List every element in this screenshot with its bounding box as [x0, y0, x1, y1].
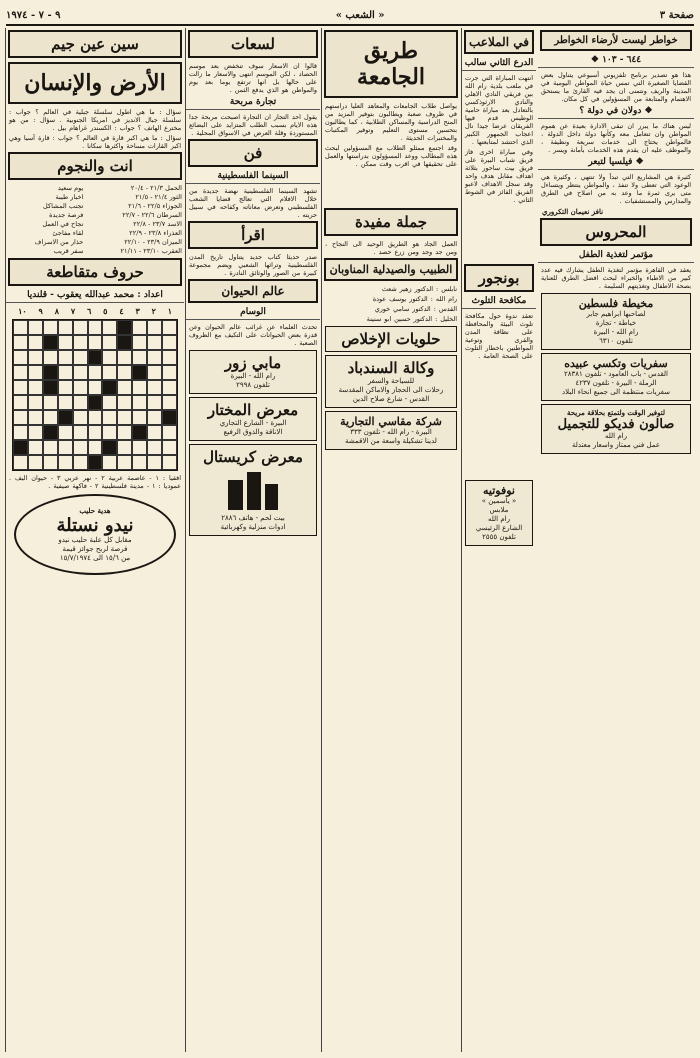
article-intro: هذا هو تصدير برنامج تلفزيوني أسبوعي يتناول بعض القضايا الصغيرة التي تمس حياة المواطن اليومية في المدينة والريف ونتمنى ان يجد فيه القارئ ما يستحق الاهتمام والمتابعة من المسؤولين في كل مكان.: [541, 71, 691, 103]
crossword-cell[interactable]: [73, 410, 88, 425]
crossword-cell[interactable]: [13, 440, 28, 455]
crossword-cell[interactable]: [88, 350, 103, 365]
crossword-cell[interactable]: [117, 425, 132, 440]
section-heading: ❖ دولان في دولة ؟: [538, 106, 694, 119]
crossword-cell[interactable]: [147, 320, 162, 335]
crossword-cell[interactable]: [28, 365, 43, 380]
crossword-cell[interactable]: [88, 455, 103, 470]
column-title-2: الأرض والإنسان: [8, 62, 182, 104]
crossword-cell[interactable]: [73, 380, 88, 395]
crossword-cell[interactable]: [73, 365, 88, 380]
crossword-cell[interactable]: [88, 395, 103, 410]
crossword-number: ٤: [119, 306, 124, 316]
crossword-cell[interactable]: [28, 425, 43, 440]
crossword-cell[interactable]: [88, 425, 103, 440]
column-title: طريق الجامعة: [324, 30, 458, 98]
crossword-cell[interactable]: [73, 395, 88, 410]
ad-title: هدية حليب: [79, 506, 111, 515]
crossword-cell[interactable]: [43, 350, 58, 365]
ad-subheading: مكافحة التلوث: [462, 296, 536, 309]
section-heading: حروف متقاطعة: [8, 258, 182, 286]
crossword-cell[interactable]: [13, 320, 28, 335]
ad-text: يعقد في القاهرة مؤتمر لتغذية الطفل يشارك فيه عدد كبير من الاطباء والخبراء لبحث افضل الطرق للعناية بصحة الاطفال وتغذيتهم السليمة .: [541, 266, 691, 290]
horoscope-row: [6, 184, 184, 193]
ad-line: لصاحبها ابراهيم جابر: [586, 310, 646, 318]
crossword-cell[interactable]: [28, 335, 43, 350]
crossword-cell[interactable]: [102, 425, 117, 440]
crossword-cell[interactable]: [88, 320, 103, 335]
crossword-cell[interactable]: [88, 410, 103, 425]
crossword-cell[interactable]: [102, 350, 117, 365]
ad-line: تلفون ٢٥٥٥: [482, 533, 516, 541]
crossword-cell[interactable]: [102, 365, 117, 380]
ad-line: ملابس: [489, 506, 509, 514]
ad-line: سفريات منتظمة الى جميع انحاء البلاد: [561, 388, 671, 396]
crossword-cell[interactable]: [162, 455, 177, 470]
ad-box: [325, 411, 457, 450]
crossword-cell[interactable]: [132, 410, 147, 425]
horoscope-row: [6, 211, 184, 220]
crossword-cell[interactable]: [117, 395, 132, 410]
section-heading: عالم الحيوان: [188, 279, 318, 303]
horoscope-sign: الميزان ٢٣/٩ - ٢٢/١٠: [124, 238, 182, 246]
ad-text: تعقد ندوة حول مكافحة تلوث البيئة والمحافظة على نظافة المدن والقرى وتوعية المواطنين باخطار التلوث على الصحة العامة .: [465, 312, 533, 360]
crossword-cell[interactable]: [162, 335, 177, 350]
crossword-number: ٥: [103, 306, 108, 316]
crossword-cell[interactable]: [117, 350, 132, 365]
column-title: خواطر ليست لأرضاء الخواطر: [540, 30, 692, 51]
crossword-cell[interactable]: [132, 455, 147, 470]
section-text: تحدث العلماء عن غرائب عالم الحيوان وعن قدرة بعض الحيوانات على التكيف مع الظروف الصعبة .: [189, 323, 317, 347]
crossword-cell[interactable]: [73, 455, 88, 470]
crossword-cell[interactable]: [88, 380, 103, 395]
horoscope-row: [6, 202, 184, 211]
crossword-cell[interactable]: [132, 440, 147, 455]
horoscope-reading: يوم سعيد: [57, 184, 84, 192]
ad-line: تلفون ٦٣١٠: [599, 337, 633, 345]
crossword-cell[interactable]: [102, 380, 117, 395]
crossword-cell[interactable]: [73, 440, 88, 455]
crossword-cell[interactable]: [28, 455, 43, 470]
column-1: [538, 28, 694, 1052]
article-text: وفي مباراة اخرى فاز فريق شباب البيرة على فريق بيت ساحور بثلاثة اهداف مقابل هدف واحد وقد سجل الاهداف لاعبو الفريق الفائز في الشوط الثاني .: [465, 148, 533, 204]
doctor-line: القدس : الدكتور سامي خوري: [374, 305, 457, 313]
horoscope-row: [6, 193, 184, 202]
doctor-line: رام الله : الدكتور يوسف عودة: [372, 295, 457, 303]
crossword-cell[interactable]: [147, 380, 162, 395]
crossword-number: ١٠: [18, 306, 27, 316]
horoscope-row: [6, 247, 184, 256]
crossword-cell[interactable]: [117, 455, 132, 470]
crossword-cell[interactable]: [132, 395, 147, 410]
ad-heading: بونجور: [464, 264, 534, 292]
crossword-cell[interactable]: [147, 410, 162, 425]
crossword-cell[interactable]: [13, 410, 28, 425]
crossword-cell[interactable]: [162, 350, 177, 365]
ad-line: خياطة - تجارة: [595, 319, 637, 327]
ad-title: معرض كريستال: [203, 448, 303, 466]
ad-line: البيرة - رام الله - تلفون ٣٣٣: [350, 428, 432, 436]
crossword-cell[interactable]: [13, 425, 28, 440]
section-text: ليس هناك ما يبرر ان تبقى الادارة بعيدة عن هموم المواطن وان تتعامل معه وكأنها دولة داخل الدولة ، فالمواطن يحتاج الى خدمات سريعة ونظيفة ، والموظف عليه ان يقدم هذه الخدمات بأمانة ويسر .: [541, 122, 691, 154]
horoscope-reading: لقاء مفاجئ: [52, 229, 84, 237]
crossword-cell[interactable]: [13, 350, 28, 365]
crossword-cell[interactable]: [28, 395, 43, 410]
section-heading: فن: [188, 139, 318, 167]
section-subheading: السينما الفلسطينية: [186, 171, 320, 184]
crossword-number: ٧: [70, 306, 76, 316]
section-heading: الطبيب والصيدلية المناوبان: [324, 258, 458, 281]
crossword-cell[interactable]: [162, 320, 177, 335]
crossword-cell[interactable]: [162, 410, 177, 425]
column-4: [185, 28, 320, 1052]
section-heading: تجارة مربحة: [186, 97, 320, 110]
horoscope-reading: نجاح في العمل: [42, 220, 84, 228]
doctor-line: الخليل : الدكتور حسين ابو سنينة: [366, 315, 457, 323]
crossword-cell[interactable]: [43, 365, 58, 380]
crossword-cell[interactable]: [28, 380, 43, 395]
ad-title: وكالة السندباد: [347, 359, 435, 377]
crossword-number: ٢: [151, 306, 156, 316]
column-title: لسعات: [188, 30, 318, 58]
masthead: [6, 6, 694, 26]
quiz-text: سؤال : ما هي اكبر قارة في العالم ؟ جواب : قارة آسيا وهي اكبر القارات مساحة واكثرها سكانا .: [9, 134, 181, 150]
crossword-cell[interactable]: [132, 365, 147, 380]
column-5: [5, 28, 184, 1052]
ad-brand: حلويات الإخلاص: [341, 330, 441, 348]
crossword-number: ٦: [87, 306, 92, 316]
ad-line: مقابل كل علبة حليب نيدو: [58, 536, 132, 544]
section-heading: انت والنجوم: [8, 152, 182, 180]
section-heading: ❖ فيلسيا لتبعر: [538, 157, 694, 170]
crossword-cell[interactable]: [162, 380, 177, 395]
ad-line: من ١٥/٦ الى ١٥/٧/١٩٧٤: [59, 554, 131, 562]
column-3: [321, 28, 460, 1052]
doctor-line: نابلس : الدكتور زهير شعث: [381, 285, 457, 293]
crossword-cell[interactable]: [43, 425, 58, 440]
crossword-cell[interactable]: [58, 440, 73, 455]
ad-line: رام الله - البيرة: [230, 372, 276, 380]
ad-line: الرملة - البيرة - تلفون ٤٢٣٧: [575, 379, 657, 387]
ad-title: نوفوتيه: [483, 484, 515, 497]
horoscope-reading: تجنب المشاكل: [43, 202, 84, 210]
column-title: في الملاعب: [464, 30, 534, 54]
ad-oval: [14, 494, 176, 575]
author-signature: نافز نعيمان التكروري: [542, 207, 604, 216]
horoscope-reading: سفر قريب: [53, 247, 84, 255]
crossword-cell[interactable]: [117, 320, 132, 335]
crossword-cell[interactable]: [28, 350, 43, 365]
crossword-cell[interactable]: [147, 365, 162, 380]
crossword-cell[interactable]: [147, 455, 162, 470]
ad-box: [541, 293, 691, 350]
section-heading: جملة مفيدة: [324, 208, 458, 236]
crossword-cell[interactable]: [102, 395, 117, 410]
ad-subheading: مؤتمر لتغذية الطفل: [538, 250, 694, 263]
column-2: [461, 28, 536, 1052]
column-title: سين عين جيم: [8, 30, 182, 58]
ad-brand: معرض المختار: [207, 401, 299, 419]
crossword-cell[interactable]: [88, 335, 103, 350]
ad-line: رام الله: [487, 515, 511, 523]
section-text: يقول احد التجار ان التجارة اصبحت مربحة جدا هذه الايام بسبب الطلب المتزايد على البضائع المستوردة وقلة العرض في الاسواق المحلية .: [189, 113, 317, 137]
horoscope-row: [6, 229, 184, 238]
crossword-cell[interactable]: [102, 455, 117, 470]
ad-box: [189, 350, 317, 394]
ad-box: [465, 480, 533, 546]
horoscope-reading: حذار من الاسراف: [34, 238, 84, 246]
crossword-cell[interactable]: [13, 455, 28, 470]
ad-line: عمل فني ممتاز واسعار معتدلة: [571, 441, 661, 449]
ad-line: القدس - شارع صلاح الدين: [352, 395, 430, 403]
ad-line: بيت لحم - هاتف ٢٨٨٦: [221, 514, 285, 522]
crossword-cell[interactable]: [13, 380, 28, 395]
horoscope-row: [6, 220, 184, 229]
horoscope-sign: الاسد ٢٣/٧ - ٢٢/٨: [133, 220, 182, 228]
crossword-cell[interactable]: [73, 425, 88, 440]
crossword-number: ١: [167, 306, 173, 316]
ad-box: [189, 397, 317, 441]
ad-box: [189, 444, 317, 536]
crossword-cell[interactable]: [58, 365, 73, 380]
crossword-cell[interactable]: [28, 410, 43, 425]
paper-name: « الشعب »: [335, 9, 385, 21]
crossword-cell[interactable]: [58, 320, 73, 335]
ad-brand: صالون فديكو للتجميل: [557, 417, 675, 432]
ad-title: لتوفير الوقت ولتمتع بحلاقة مريحة: [567, 408, 665, 417]
ad-box: [325, 355, 457, 408]
crossword-cell[interactable]: [147, 335, 162, 350]
crossword-cell[interactable]: [117, 410, 132, 425]
article-text: قالوا ان الاسعار سوف تنخفض بعد موسم الحصاد ، لكن الموسم انتهى والاسعار ما زالت على حالها بل انها ترتفع يوما بعد يوم والمواطن هو الذي يدفع الثمن .: [189, 62, 317, 94]
page-number: صفحة ٣: [659, 9, 694, 21]
crossword-cell[interactable]: [147, 440, 162, 455]
crossword-cell[interactable]: [102, 440, 117, 455]
building-icon: [193, 470, 313, 510]
crossword-cell[interactable]: [132, 335, 147, 350]
crossword-cell[interactable]: [162, 440, 177, 455]
ad-title: سفريات وتكسي عبيده: [564, 357, 668, 370]
ad-line: تلفون ٢٩٩٨: [236, 381, 270, 389]
section-text: العمل الجاد هو الطريق الوحيد الى النجاح ، ومن جد وجد ومن زرع حصد .: [325, 240, 457, 256]
ad-title: شركة مقاسي التجارية: [340, 415, 442, 428]
crossword-cell[interactable]: [132, 425, 147, 440]
crossword-cell[interactable]: [147, 425, 162, 440]
crossword-cell[interactable]: [147, 395, 162, 410]
ad-line: الاناقة والذوق الرفيع: [223, 428, 283, 436]
crossword-cell[interactable]: [132, 320, 147, 335]
section-heading: اقرأ: [188, 221, 318, 249]
crossword-cell[interactable]: [58, 335, 73, 350]
crossword-cell[interactable]: [28, 440, 43, 455]
crossword-cell[interactable]: [13, 335, 28, 350]
crossword-cell[interactable]: [58, 455, 73, 470]
ad-box: [325, 326, 457, 352]
crossword-cell[interactable]: [13, 365, 28, 380]
crossword-cell[interactable]: [43, 455, 58, 470]
crossword-cell[interactable]: [102, 335, 117, 350]
section-text: صدر حديثا كتاب جديد يتناول تاريخ المدن الفلسطينية وتراثها الشعبي ويضم مجموعة كبيرة من الصور والوثائق النادرة .: [189, 253, 317, 277]
crossword-cell[interactable]: [13, 395, 28, 410]
section-heading: الدرع الثاني سالب: [462, 58, 536, 71]
crossword-cell[interactable]: [58, 410, 73, 425]
crossword-number: ٨: [54, 306, 59, 316]
crossword-cell[interactable]: [43, 380, 58, 395]
ad-line: لدينا تشكيلة واسعة من الاقمشة: [345, 437, 437, 445]
crossword-numbers: [12, 306, 178, 316]
crossword-author: اعداد : محمد عبدالله يعقوب - قلنديا: [6, 290, 184, 303]
ad-brand: مابي زور: [224, 354, 282, 372]
horoscope-sign: العذراء ٢٣/٨ - ٢٢/٩: [129, 229, 182, 237]
ad-line: « ياسمين »: [481, 497, 517, 505]
section-text: تشهد السينما الفلسطينية نهضة جديدة من خلال الافلام التي تعالج قضايا الشعب الفلسطيني وتعرض معاناته وكفاحه في سبيل حريته .: [189, 187, 317, 219]
ad-line: ادوات منزلية وكهربائية: [220, 523, 286, 531]
ad-line: للسياحة والسفر: [367, 377, 415, 385]
crossword-cell[interactable]: [58, 350, 73, 365]
crossword-cell[interactable]: [43, 320, 58, 335]
article-text: وقد اجتمع ممثلو الطلاب مع المسؤولين لبحث هذه المطالب ووعد المسؤولون بدراستها والعمل على تحقيقها في اقرب وقت ممكن .: [325, 144, 457, 168]
horoscope-sign: الجوزاء ٢٢/٥ - ٢١/٦: [128, 202, 182, 210]
crossword-cell[interactable]: [162, 395, 177, 410]
crossword-cell[interactable]: [132, 380, 147, 395]
article-text: يواصل طلاب الجامعات والمعاهد العليا دراستهم في ظروف صعبة ويطالبون بتوفير المزيد من المنح الدراسية والمساكن الطلابية ، كما يطالبون بتحسين مستوى التعليم وتوفير المكتبات والمختبرات الحديثة .: [325, 102, 457, 142]
crossword-cell[interactable]: [117, 380, 132, 395]
crossword-cell[interactable]: [102, 320, 117, 335]
crossword-cell[interactable]: [73, 320, 88, 335]
crossword-cell[interactable]: [132, 350, 147, 365]
horoscope-row: [6, 238, 184, 247]
ad-line: فرصة لربح جوائز قيمة: [62, 545, 128, 553]
crossword-cell[interactable]: [43, 395, 58, 410]
ad-title: مخيطة فلسطين: [578, 297, 654, 310]
ad-line: رام الله: [604, 432, 628, 440]
ad-line: الشارع الرئيسي: [475, 524, 523, 532]
issue-date: ٩ - ٧ - ١٩٧٤: [6, 9, 61, 21]
crossword-clues: افقيا : ١ - عاصمة عربية ٢ - نهر عربي ٣ - حيوان اليف . عموديا : ١ - مدينة فلسطينية ٢ - فاكهة صيفية .: [9, 474, 181, 490]
horoscope-sign: الثور ٢١/٤ - ٢١/٥: [135, 193, 182, 201]
article-text: انتهت المباراة التي جرت في ملعب بلدية رام الله بين فريقي النادي الاهلي والنادي الارثوذكسي بالتعادل بعد مباراة حامية الوطيس قدم فيها الفريقان عرضا جيدا نال اعجاب الجمهور الكبير الذي احتشد لمتابعتها .: [465, 74, 533, 146]
crossword-cell[interactable]: [43, 410, 58, 425]
crossword-cell[interactable]: [117, 365, 132, 380]
horoscope-sign: العقرب ٢٣/١٠ - ٢١/١١: [120, 247, 182, 255]
ad-box: [541, 353, 691, 401]
crossword-cell[interactable]: [43, 440, 58, 455]
ad-box: [541, 404, 691, 454]
ad-line: رام الله - البيرة: [593, 328, 639, 336]
crossword-cell[interactable]: [58, 395, 73, 410]
crossword-number: ٣: [135, 306, 140, 316]
crossword-cell[interactable]: [117, 335, 132, 350]
horoscope-reading: فرصة جديدة: [49, 211, 84, 219]
horoscope-sign: الحمل ٢١/٣ - ٢٠/٤: [130, 184, 182, 192]
ad-brand: نيدو نستلة: [56, 515, 134, 536]
crossword-cell[interactable]: [88, 440, 103, 455]
crossword-cell[interactable]: [73, 335, 88, 350]
ad-line: البيرة - الشارع التجاري: [219, 419, 287, 427]
ad-heading: المحروس: [540, 218, 692, 246]
crossword-cell[interactable]: [88, 365, 103, 380]
ad-line: رحلات الى الحجاز والاماكن المقدسة: [338, 386, 444, 394]
crossword-cell[interactable]: [28, 320, 43, 335]
quiz-text: سؤال : ما هي اطول سلسلة جبلية في العالم ؟ جواب : سلسلة جبال الانديز في امريكا الجنوبية . سؤال : من هو مخترع الهاتف ؟ جواب : الكسندر غراهام بيل .: [9, 108, 181, 132]
crossword-cell[interactable]: [43, 335, 58, 350]
section-subheading: الوسام: [186, 307, 320, 320]
horoscope-sign: السرطان ٢٢/٦ - ٢٢/٧: [122, 211, 182, 219]
crossword-cell[interactable]: [147, 350, 162, 365]
crossword-cell[interactable]: [117, 440, 132, 455]
crossword-cell[interactable]: [162, 425, 177, 440]
section-text: كثيرة هي المشاريع التي تبدأ ولا تنتهي ، وكثيرة هي الوعود التي تعطى ولا تنفذ ، والمواطن ينتظر ويتساءل متى يرى ثمرة ما وعد به من اصلاح في الطرق والمدارس والمستشفيات .: [541, 173, 691, 205]
crossword-grid: [12, 319, 178, 471]
horoscope-reading: اخبار طيبة: [55, 193, 84, 201]
crossword-cell[interactable]: [58, 425, 73, 440]
horoscope-table: [6, 184, 184, 256]
crossword-number: ٩: [38, 306, 43, 316]
crossword-cell[interactable]: [58, 380, 73, 395]
byline: ٦٤٤ - ١٠٣ ❖: [538, 55, 694, 68]
crossword-cell[interactable]: [162, 365, 177, 380]
crossword-cell[interactable]: [102, 410, 117, 425]
ad-line: القدس - باب العامود - تلفون ٢٨٣٨١: [563, 370, 669, 378]
crossword-cell[interactable]: [73, 350, 88, 365]
